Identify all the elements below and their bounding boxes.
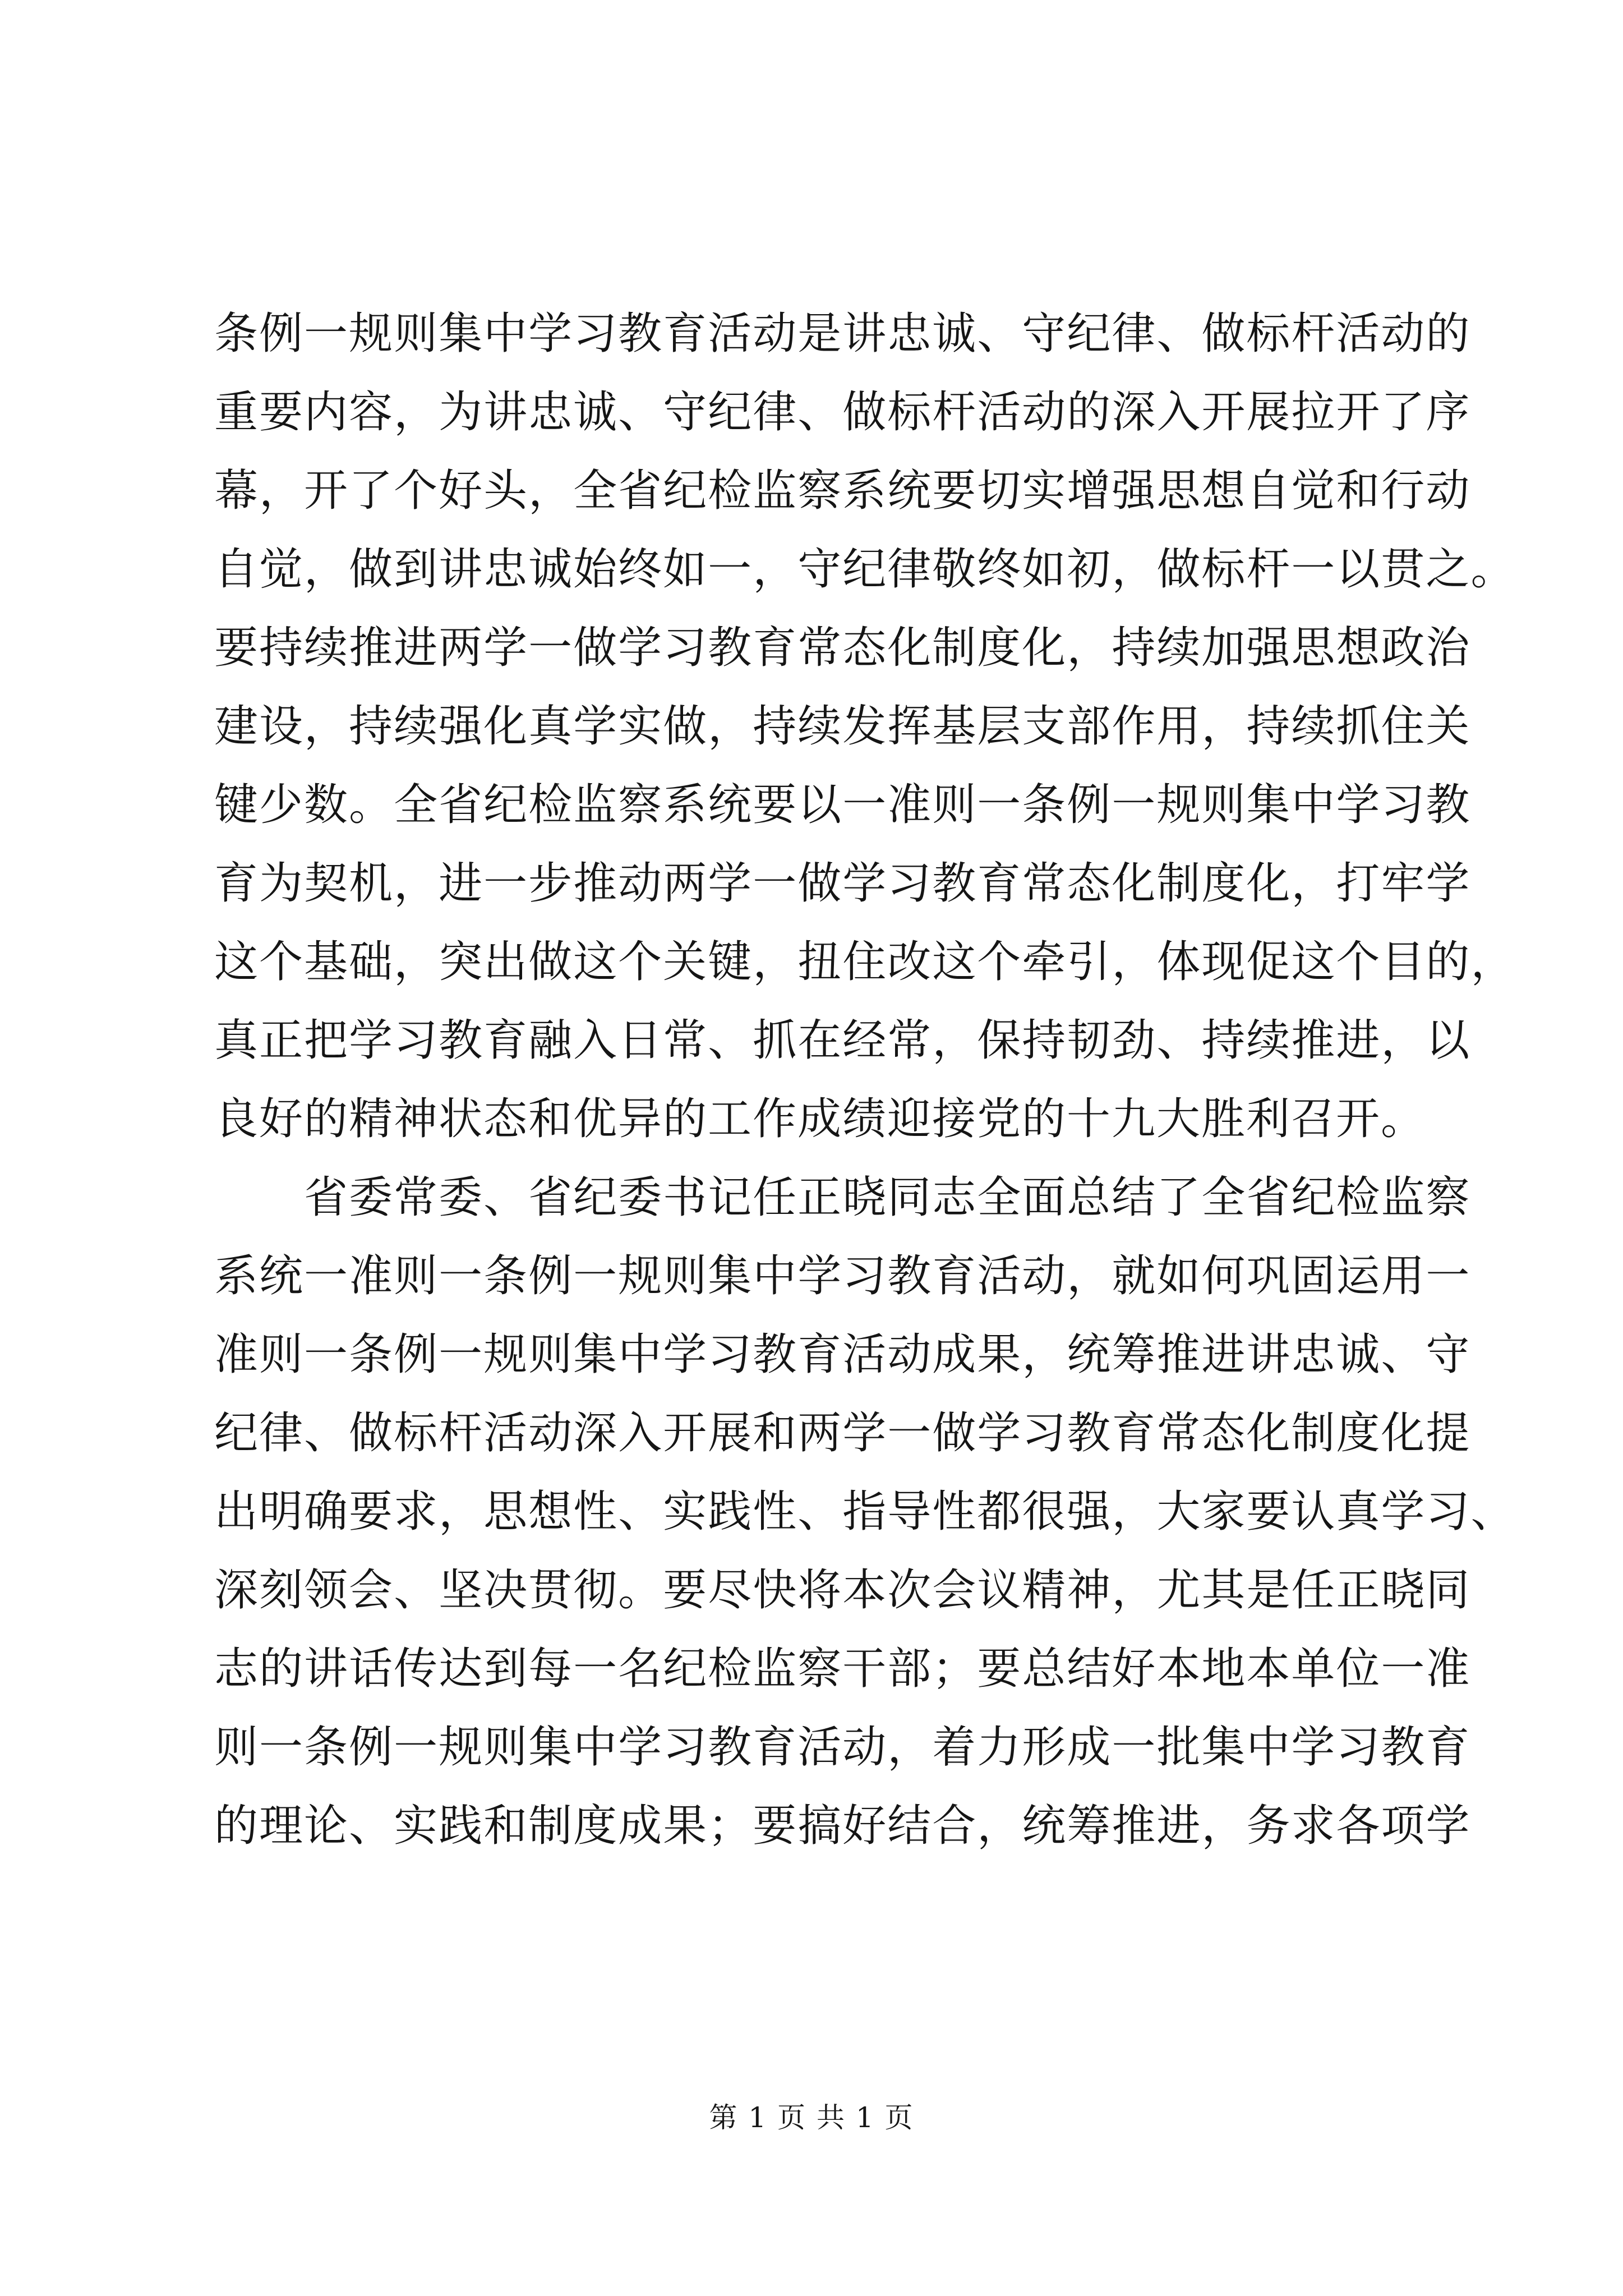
text-line: 纪 律 、 做 标 杆 活 动 深 入 开 展 和 两 学 一 做 学 习 教 育 常 态 化 制 度 化 提 — [214, 1408, 1471, 1458]
text-line: 良好的精神状态和优异的工作成绩迎接党的十九大胜利召开。 — [214, 1094, 1426, 1144]
text-line: 则 一 条 例 一 规 则 集 中 学 习 教 育 活 动 ， 着 力 形 成 一 批 集 中 学 习 教 育 — [214, 1722, 1471, 1773]
text-line: 系 统 一 准 则 一 条 例 一 规 则 集 中 学 习 教 育 活 动 ， 就 如 何 巩 固 运 用 一 — [214, 1251, 1471, 1301]
text-line: 出 明 确 要 求 ， 思 想 性 、 实 践 性 、 指 导 性 都 很 强 ， 大 家 要 认 真 学 习 、 — [214, 1487, 1516, 1537]
text-line: 重 要 内 容 ， 为 讲 忠 诚 、 守 纪 律 、 做 标 杆 活 动 的 深 入 开 展 拉 开 了 序 — [214, 387, 1471, 438]
paragraph — [214, 295, 1516, 1158]
text-line: 真 正 把 学 习 教 育 融 入 日 常 、 抓 在 经 常 ， 保 持 韧 劲 、 持 续 推 进 ， 以 — [214, 1015, 1471, 1066]
page-number-label: 第 1 页 共 1 页 — [709, 2101, 914, 2134]
document-body — [214, 295, 1516, 1865]
text-line: 幕 ， 开 了 个 好 头 ， 全 省 纪 检 监 察 系 统 要 切 实 增 强 思 想 自 觉 和 行 动 — [214, 466, 1471, 516]
text-line: 这 个 基 础 ， 突 出 做 这 个 关 键 ， 扭 住 改 这 个 牵 引 ， 体 现 促 这 个 目 的 ， — [214, 937, 1516, 987]
paragraph — [214, 1158, 1516, 1865]
page-footer — [0, 2095, 1623, 2136]
text-line: 省 委 常 委 、 省 纪 委 书 记 任 正 晓 同 志 全 面 总 结 了 全 省 纪 检 监 察 — [304, 1172, 1471, 1223]
text-line: 建 设 ， 持 续 强 化 真 学 实 做 ， 持 续 发 挥 基 层 支 部 作 用 ， 持 续 抓 住 关 — [214, 701, 1471, 752]
text-line: 自 觉 ， 做 到 讲 忠 诚 始 终 如 一 ， 守 纪 律 敬 终 如 初 ， 做 标 杆 一 以 贯 之 。 — [214, 544, 1516, 595]
text-line: 志 的 讲 话 传 达 到 每 一 名 纪 检 监 察 干 部 ； 要 总 结 好 本 地 本 单 位 一 准 — [214, 1644, 1471, 1694]
text-line: 育 为 契 机 ， 进 一 步 推 动 两 学 一 做 学 习 教 育 常 态 化 制 度 化 ， 打 牢 学 — [214, 858, 1471, 909]
text-line: 条 例 一 规 则 集 中 学 习 教 育 活 动 是 讲 忠 诚 、 守 纪 律 、 做 标 杆 活 动 的 — [214, 309, 1471, 359]
text-line: 要 持 续 推 进 两 学 一 做 学 习 教 育 常 态 化 制 度 化 ， 持 续 加 强 思 想 政 治 — [214, 623, 1471, 673]
text-line: 的 理 论 、 实 践 和 制 度 成 果 ； 要 搞 好 结 合 ， 统 筹 推 进 ， 务 求 各 项 学 — [214, 1801, 1471, 1851]
text-line: 深 刻 领 会 、 坚 决 贯 彻 。 要 尽 快 将 本 次 会 议 精 神 ， 尤 其 是 任 正 晓 同 — [214, 1565, 1471, 1616]
text-line: 准 则 一 条 例 一 规 则 集 中 学 习 教 育 活 动 成 果 ， 统 筹 推 进 讲 忠 诚 、 守 — [214, 1329, 1471, 1380]
text-line: 键 少 数 。 全 省 纪 检 监 察 系 统 要 以 一 准 则 一 条 例 一 规 则 集 中 学 习 教 — [214, 780, 1471, 830]
